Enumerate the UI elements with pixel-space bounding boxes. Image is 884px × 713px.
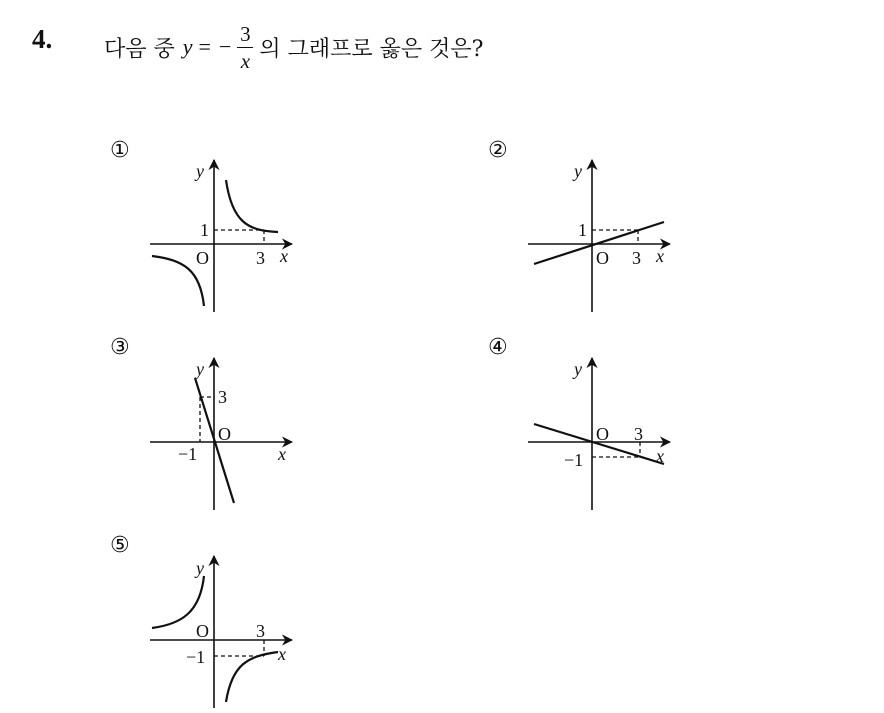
- graph-1-origin: O: [196, 248, 209, 268]
- graph-1-tick-1: 1: [200, 220, 209, 240]
- graph-4-tick-3: 3: [634, 424, 643, 444]
- graph-5-tick-neg1: −1: [186, 647, 206, 667]
- graph-3-tick-3: 3: [218, 387, 227, 407]
- graph-3-x-label: x: [278, 444, 286, 464]
- choice-4-label[interactable]: ④: [488, 335, 508, 360]
- graph-1-tick-3: 3: [256, 248, 265, 268]
- question-suffix: 의 그래프로 옳은 것은?: [259, 36, 484, 62]
- graph-4-x-label: x: [656, 446, 664, 466]
- graph-4-y-label: y: [574, 359, 582, 379]
- graph-3-origin: O: [218, 424, 231, 444]
- function-variable: y: [182, 34, 193, 59]
- graph-1[interactable]: [150, 160, 292, 312]
- equals-sign: =: [198, 34, 211, 59]
- choice-1-label[interactable]: ①: [110, 138, 130, 163]
- graph-3-y-label: y: [196, 359, 204, 379]
- choice-2-label[interactable]: ②: [488, 138, 508, 163]
- graph-2-tick-3: 3: [632, 248, 641, 268]
- graph-5-origin: O: [196, 621, 209, 641]
- graph-5-y-label: y: [196, 558, 204, 578]
- fraction-numerator: 3: [240, 21, 251, 46]
- graph-2-y-label: y: [574, 161, 582, 181]
- choice-5-label[interactable]: ⑤: [110, 533, 130, 558]
- question-prefix: 다음 중: [104, 36, 175, 62]
- graph-4[interactable]: [528, 358, 670, 510]
- question-number: 4.: [32, 24, 53, 54]
- graph-5[interactable]: [150, 556, 292, 708]
- graph-3-tick-neg1: −1: [178, 444, 198, 464]
- graph-5-x-label: x: [278, 644, 286, 664]
- graph-3[interactable]: [150, 358, 292, 510]
- graph-5-tick-3: 3: [256, 621, 265, 641]
- fraction-denominator: x: [240, 48, 251, 73]
- graph-2-x-label: x: [656, 246, 664, 266]
- graph-2[interactable]: [528, 160, 670, 312]
- graph-1-x-label: x: [280, 246, 288, 266]
- graph-4-origin: O: [596, 424, 609, 444]
- graph-4-tick-neg1: −1: [564, 450, 584, 470]
- graph-1-y-label: y: [196, 161, 204, 181]
- graph-2-origin: O: [596, 248, 609, 268]
- graph-5-curve-lower: [226, 652, 278, 702]
- graph-2-tick-1: 1: [578, 220, 587, 240]
- choice-3-label[interactable]: ③: [110, 335, 130, 360]
- graph-1-curve-upper: [226, 180, 278, 232]
- minus-sign: −: [218, 34, 232, 59]
